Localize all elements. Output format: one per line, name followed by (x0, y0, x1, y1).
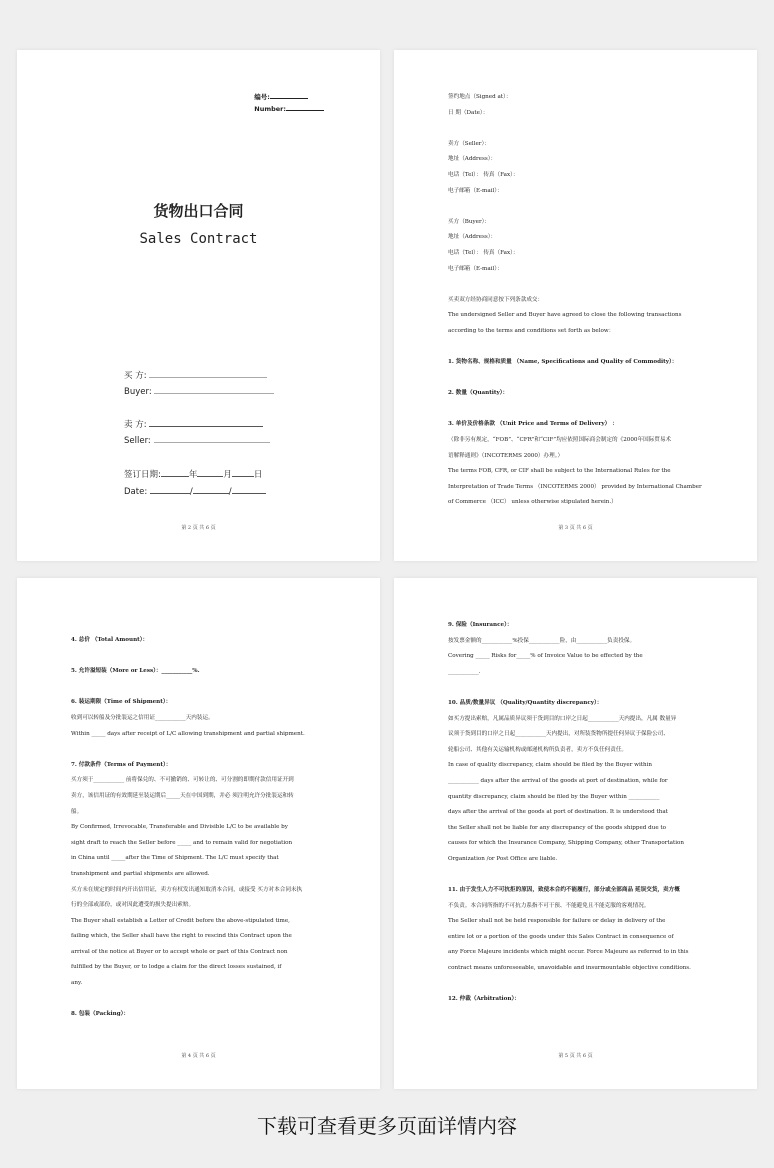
text-line: arrival of the notice at Buyer or to accept whole or part of this Contract non (71, 948, 288, 955)
page5-text (448, 618, 704, 1008)
text-line: 2. 数量（Quantity）： (448, 390, 509, 397)
month-blank (197, 466, 223, 477)
text-line: 电话（Tel）： 传真（Fax）： (448, 249, 519, 256)
page2-text (448, 90, 704, 511)
seller-cn-row (124, 416, 263, 431)
text-line: Covering _____ Risks for_____% of Invoice Value to be effected by the (448, 653, 643, 660)
text-line: 1. 货物名称、规格和质量 （Name, Specifications and Quality of Commodity）： (448, 359, 678, 366)
text-line: contract means unforeseeable, unavoidable and insurmountable objective conditions. (448, 965, 691, 972)
text-line: 电子邮箱（E-mail）： (448, 265, 503, 272)
text-line: 如买方提出索赔，凡属品质异议须于货到目的口岸之日起___________天内提出，凡属 数量异 (448, 715, 677, 722)
text-line: 7. 付款条件（Terms of Payment）： (71, 761, 172, 768)
text-line: 行的全部或部份，或对因此遭受的损失提出索赔。 (71, 902, 195, 909)
text-line: 按发票金额的___________%投保___________险，由___________负责投保。 (448, 637, 636, 644)
contract-page-5 (394, 578, 757, 1089)
text-line: 地址（Address）： (448, 234, 497, 241)
text-line: The Seller shall not be held responsible for failure or delay in delivery of the (448, 918, 666, 925)
text-line: 5. 允许溢短装（More or Less）：___________%. (71, 668, 200, 675)
year-blank (161, 466, 189, 477)
text-line (448, 340, 704, 356)
text-line (448, 402, 704, 418)
number-blank-en (286, 103, 324, 111)
text-line: 船。 (71, 808, 83, 815)
page3-text (71, 633, 327, 1023)
text-line: 11. 由于发生人力不可抗拒的原因，致使本合约不能履行，部分或全部商品 延误交货，卖方概 (448, 887, 680, 894)
text-line: 10. 品质/数量异议 （Quality/Quantity discrepancy）： (448, 699, 603, 706)
buyer-cn-blank (149, 367, 267, 378)
text-line: causes for which the Insurance Company, Shipping Company, other Transportation (448, 840, 684, 847)
text-line: 9. 保险（Insurance）： (448, 622, 513, 628)
day-label: 日 (253, 470, 263, 480)
buyer-cn-label: 买 方: (124, 371, 147, 381)
text-line: 语解释通则》（INCOTERMS 2000）办理。） (448, 452, 564, 459)
text-line (448, 680, 704, 696)
contract-page-2 (394, 50, 757, 561)
date-blank-2 (193, 483, 229, 494)
text-line: fulfilled by the Buyer, or to lodge a claim for the direct losses sustained, if (71, 964, 282, 971)
text-line: 卖方（Seller）： (448, 140, 490, 147)
buyer-en-label: Buyer: (124, 387, 152, 397)
text-line: By Confirmed, Irrevocable, Transferable and Divisible L/C to be available by (71, 824, 288, 831)
text-line: failing which, the Seller shall have the right to rescind this Contract upon the (71, 933, 292, 940)
text-line: Interpretation of Trade Terms （INCOTERMS 2000） provided by International Chamber (448, 483, 702, 490)
text-line: Organization /or Post Office are liable. (448, 855, 558, 862)
text-line: 买方未在规定的时间内开出信用证，卖方有权发出通知取消本合同，或接受 买方对本合同未执 (71, 886, 303, 893)
text-line (71, 680, 327, 696)
text-line: 卖方，该信用证的有效期延至装运期后_____天在中国到期，并必 须注明允许分批装运和转 (71, 792, 294, 799)
title-chinese: 货物出口合同 (153, 202, 244, 220)
text-line: the Seller shall not be liable for any discrepancy of the goods shipped due to (448, 824, 667, 831)
page-footer: 第 4 页 共 6 页 (181, 1053, 216, 1059)
year-label: 年 (188, 470, 198, 480)
page-footer: 第 3 页 共 6 页 (558, 525, 593, 531)
text-line: 地址（Address）： (448, 156, 497, 163)
text-line: ___________. (448, 668, 481, 675)
seller-en-label: Seller: (124, 436, 151, 446)
buyer-en-blank (154, 383, 274, 394)
text-line: 6. 装运期限（Time of Shipment）： (71, 699, 172, 706)
text-line (448, 977, 704, 993)
buyer-en-row (124, 383, 274, 398)
text-line: 买方（Buyer）： (448, 218, 491, 225)
text-line: The Buyer shall establish a Letter of Credit before the above-stipulated time, (71, 917, 290, 924)
number-label-en: Number: (254, 105, 286, 113)
text-line: 日 期（Date）： (448, 109, 489, 116)
text-line (71, 649, 327, 665)
buyer-cn-row (124, 367, 267, 382)
date-blank-1 (150, 483, 190, 494)
text-line: 3. 单价及价格条款 （Unit Price and Terms of Delivery） ： (448, 421, 618, 428)
text-line: quantity discrepancy, claim should be filed by the Buyer within ___________ (448, 793, 660, 800)
page-footer: 第 5 页 共 6 页 (558, 1053, 593, 1059)
text-line: 议须于货到目的口岸之日起___________天内提出，对所装货物所提任何异议于保险公司、 (448, 731, 669, 738)
text-line: （除非另有规定，“FOB”、“CFR”和“CIF”均应依照国际商会制定的《2000年国际贸易术 (448, 437, 672, 444)
text-line: 电子邮箱（E-mail）： (448, 187, 503, 194)
month-label: 月 (223, 470, 232, 480)
text-line: 4. 总价 （Total Amount）： (71, 637, 149, 643)
page-footer: 第 2 页 共 6 页 (181, 525, 216, 531)
sign-date-row (124, 466, 262, 481)
day-blank (232, 466, 254, 477)
text-line: sight draft to reach the Seller before _____ and to remain valid for negotiation (71, 839, 293, 846)
seller-cn-label: 卖 方: (124, 420, 147, 430)
text-line: in China until _____after the Time of Shipment. The L/C must specify that (71, 855, 279, 862)
download-caption: 下载可查看更多页面详情内容 (257, 1114, 517, 1138)
text-line: according to the terms and conditions set forth as below： (448, 327, 615, 334)
text-line: 收到可以转船及分批装运之信用证___________天内装运。 (71, 714, 214, 721)
contract-number-block (254, 91, 324, 115)
text-line (448, 199, 704, 215)
text-line: 买方须于___________ 前将保兑的、不可撤销的、可转让的、可分割的即期付款信用证开到 (71, 777, 294, 784)
text-line: 12. 仲裁（Arbitration）： (448, 996, 520, 1003)
number-blank (270, 91, 308, 99)
text-line (448, 868, 704, 884)
seller-cn-blank (149, 416, 263, 427)
text-line: 不负责。本合同所指的不可抗力系指不可干预、不能避免且不能克服的客观情况。 (448, 902, 650, 909)
text-line: days after the arrival of the goods at port of destination. It is understood that (448, 809, 668, 816)
text-line: The undersigned Seller and Buyer have agreed to close the following transactions (448, 312, 682, 319)
date-en-label: Date: (124, 487, 148, 497)
text-line: 8. 包装（Packing）： (71, 1011, 130, 1018)
text-line: ___________ days after the arrival of the goods at port of destination, while for (448, 777, 668, 784)
text-line: 电话（Tel）： 传真（Fax）： (448, 171, 519, 178)
title-english: Sales Contract (139, 231, 258, 247)
contract-page-3 (17, 578, 380, 1089)
text-line (448, 277, 704, 293)
date-blank-3 (232, 483, 266, 494)
text-line: Within _____ days after receipt of L/C allowing transhipment and partial shipment. (71, 730, 305, 737)
text-line: transhipment and partial shipments are allowed. (71, 870, 210, 877)
sign-date-label: 签订日期: (124, 470, 161, 480)
text-line (71, 992, 327, 1008)
seller-en-blank (154, 432, 270, 443)
text-line: any Force Majeure incidents which might occur. Force Majeure as referred to in this (448, 949, 689, 956)
text-line: In case of quality discrepancy, claim should be filed by the Buyer within (448, 762, 652, 769)
text-line: entire lot or a portion of the goods under this Sales Contract in consequence of (448, 933, 674, 940)
text-line (71, 742, 327, 758)
contract-page-cover (17, 50, 380, 561)
number-label: 编号: (254, 93, 270, 101)
text-line: any. (71, 980, 83, 987)
text-line: 轮船公司、其他有关运输机构或邮递机构所负责者，卖方不负任何责任。 (448, 746, 628, 753)
text-line: of Commerce （ICC） unless otherwise stipulated herein.） (448, 499, 617, 506)
text-line (448, 371, 704, 387)
date-en-row: Date: / / (124, 483, 266, 498)
text-line: The terms FOB, CFR, or CIF shall be subject to the International Rules for the (448, 468, 671, 475)
text-line: 买卖双方经协商同意按下列条款成交： (448, 296, 544, 303)
text-line (448, 121, 704, 137)
text-line: 签约地点（Signed at）： (448, 94, 512, 100)
seller-en-row (124, 432, 270, 447)
